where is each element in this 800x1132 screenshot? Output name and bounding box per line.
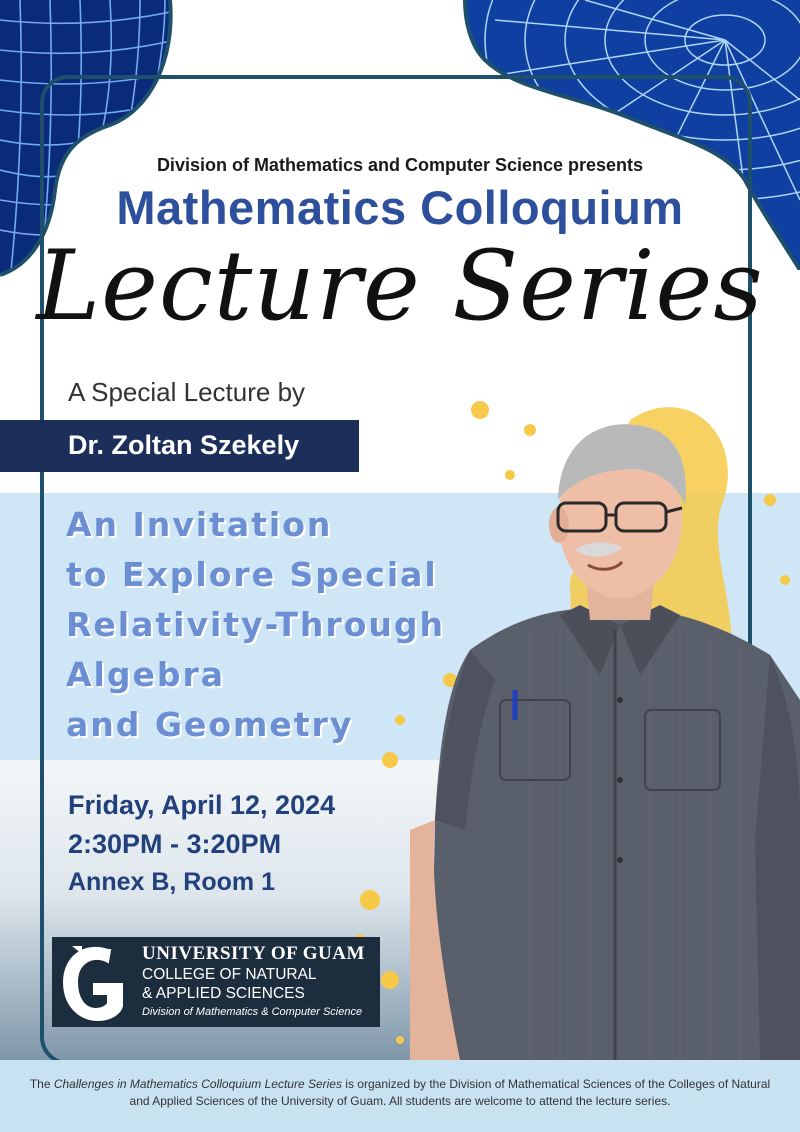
speaker-photo: [410, 400, 800, 1060]
talk-title-line: and Geometry: [66, 705, 354, 744]
special-lecture-intro: A Special Lecture by: [68, 377, 306, 407]
college-name-line2: & APPLIED SCIENCES: [142, 985, 305, 1002]
presenter-line: Division of Mathematics and Computer Science presents: [156, 155, 644, 175]
speaker-name: Dr. Zoltan Szekely: [68, 430, 300, 460]
footer-series-name: Challenges in Mathematics Colloquium Lecture Series: [53, 1077, 342, 1091]
university-name: UNIVERSITY OF GUAM: [142, 943, 365, 964]
footer-text-start: The: [29, 1077, 54, 1091]
footer-text-end: is organized by the Division of Mathematical Sciences of the Colleges of Natural and Applied Sciences of the University of Guam. All students are welcome to attend the lecture series.: [129, 1077, 771, 1108]
talk-title-line: Relativity-Through: [66, 605, 445, 644]
talk-title-line: An Invitation: [66, 505, 333, 544]
footer-note: [20, 1076, 780, 1110]
event-location: Annex B, Room 1: [68, 868, 275, 896]
talk-title-line: Algebra: [66, 655, 226, 694]
poster-title: Mathematics Colloquium: [116, 181, 684, 234]
event-date: Friday, April 12, 2024: [68, 790, 336, 820]
talk-title-line: to Explore Special: [66, 555, 438, 594]
college-name-line1: COLLEGE OF NATURAL: [142, 966, 317, 983]
division-name: Division of Mathematics & Computer Science: [142, 1006, 363, 1018]
series-script-title: Lecture Series: [36, 230, 764, 342]
event-time: 2:30PM - 3:20PM: [68, 829, 282, 859]
university-of-guam-g-logo-icon: [58, 940, 126, 1024]
